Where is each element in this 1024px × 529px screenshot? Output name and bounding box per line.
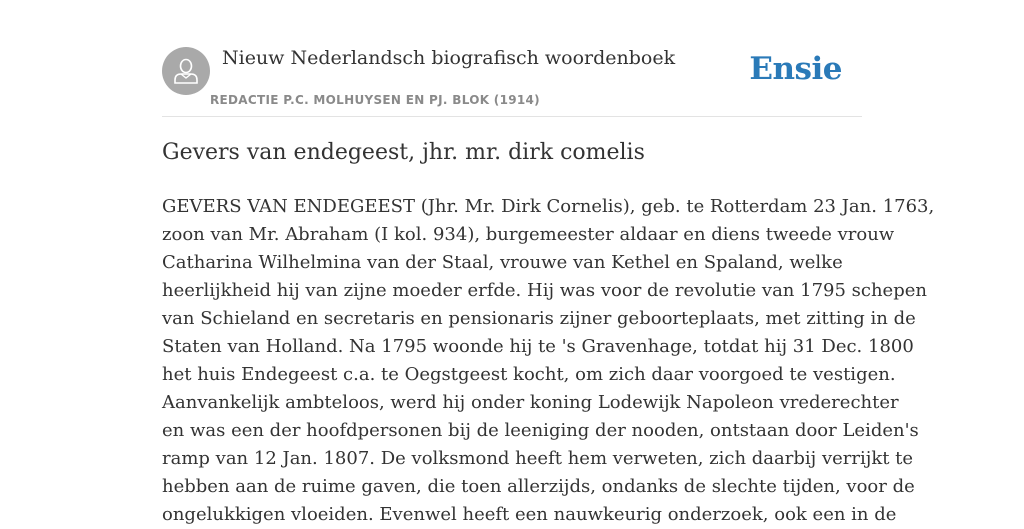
article-body-line: en was een der hoofdpersonen bij de leeniging der nooden, ontstaan door Leiden's — [162, 420, 919, 441]
source-editors: REDACTIE P.C. MOLHUYSEN EN PJ. BLOK (1914) — [210, 93, 540, 107]
source-header — [162, 46, 862, 117]
article-body-line: Aanvankelijk ambteloos, werd hij onder koning Lodewijk Napoleon vrederechter — [162, 392, 899, 413]
article-body-line: heerlijkheid hij van zijne moeder erfde. Hij was voor de revolutie van 1795 schepen — [162, 280, 927, 301]
source-title[interactable]: Nieuw Nederlandsch biografisch woordenboek — [222, 47, 676, 69]
article-body-line: hebben aan de ruime gaven, die toen allerzijds, ondanks de slechte tijden, voor de — [162, 476, 915, 497]
article-body-line: ongelukkigen vloeiden. Evenwel heeft een nauwkeurig onderzoek, ook een in de — [162, 504, 897, 525]
article-body-line: Staten van Holland. Na 1795 woonde hij te 's Gravenhage, totdat hij 31 Dec. 1800 — [162, 336, 914, 357]
ensie-logo-link[interactable]: Ensie — [749, 51, 842, 87]
article-body-line: van Schieland en secretaris en pensionaris zijner geboorteplaats, met zitting in de — [162, 308, 916, 329]
article-title: Gevers van endegeest, jhr. mr. dirk comelis — [162, 140, 645, 165]
article-body-line: zoon van Mr. Abraham (I kol. 934), burgemeester aldaar en diens tweede vrouw — [162, 224, 895, 245]
avatar[interactable] — [162, 47, 210, 95]
article-body-line: ramp van 12 Jan. 1807. De volksmond heeft hem verweten, zich daarbij verrijkt te — [162, 448, 914, 469]
article-body-line: Catharina Wilhelmina van der Staal, vrouwe van Kethel en Spaland, welke — [162, 252, 843, 273]
user-icon — [174, 58, 198, 84]
article-body-line: het huis Endegeest c.a. te Oegstgeest kocht, om zich daar voorgoed te vestigen. — [162, 364, 896, 385]
article-body-line: GEVERS VAN ENDEGEEST (Jhr. Mr. Dirk Cornelis), geb. te Rotterdam 23 Jan. 1763, — [162, 196, 935, 217]
article-body — [162, 193, 935, 529]
